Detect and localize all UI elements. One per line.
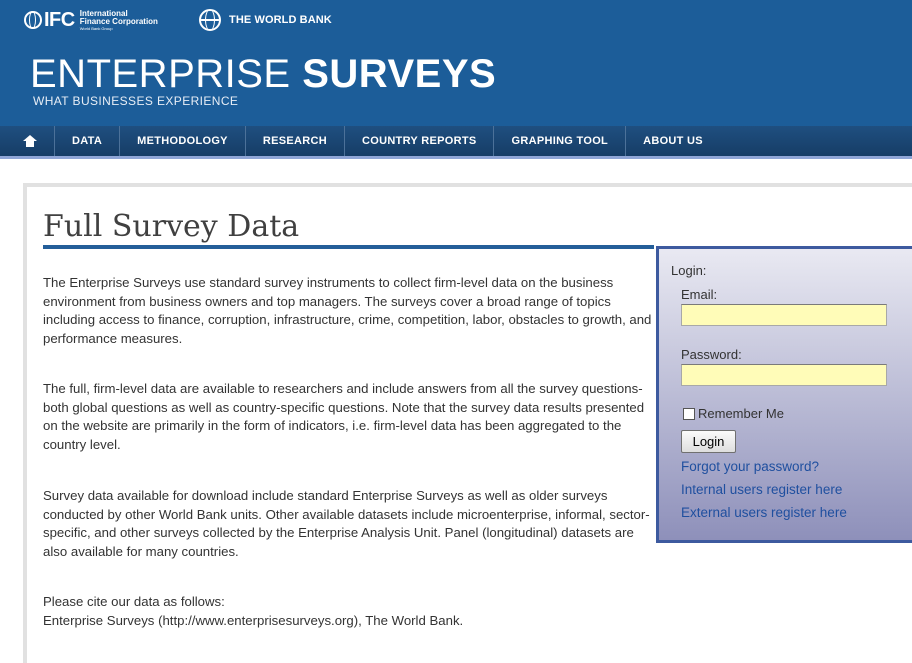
remember-me-checkbox[interactable] bbox=[683, 408, 695, 420]
paragraph-text: The full, firm-level data are available to researchers and include answers from all the survey questions- both global questions as well as country-specific questions. Note that the survey data results presented on the website are primarily in the form of indicators, i.e. firm-level data has been aggregated to the country level. bbox=[43, 381, 645, 452]
forgot-password-link[interactable]: Forgot your password? bbox=[681, 459, 820, 474]
firm-level-paragraph bbox=[43, 380, 655, 454]
nav-item-methodology[interactable]: METHODOLOGY bbox=[120, 126, 246, 156]
citation-paragraph bbox=[43, 593, 655, 630]
email-input[interactable] bbox=[681, 304, 887, 326]
ifc-logo-line3: World Bank Group bbox=[79, 25, 113, 31]
ifc-logo[interactable] bbox=[24, 9, 158, 31]
page-title: Full Survey Data bbox=[43, 209, 300, 244]
password-input[interactable] bbox=[681, 364, 887, 386]
paragraph-text: The Enterprise Surveys use standard survey instruments to collect firm-level data on the business environment from business owners and top managers. The surveys cover a broad range of topics including access to finance, corruption, infrastructure, crime, competition, labor, obstacles to growth, and performance measures. bbox=[43, 275, 652, 346]
login-button[interactable]: Login bbox=[681, 430, 736, 453]
site-header bbox=[0, 0, 912, 126]
citation-text: Enterprise Surveys (http://www.enterprisesurveys.org), The World Bank. bbox=[43, 612, 464, 628]
worldbank-logo-text: THE WORLD BANK bbox=[229, 14, 332, 26]
external-register-link[interactable]: External users register here bbox=[681, 505, 847, 520]
site-title[interactable] bbox=[30, 52, 496, 96]
nav-item-graphing-tool[interactable]: GRAPHING TOOL bbox=[494, 126, 626, 156]
home-icon bbox=[23, 135, 37, 147]
main-nav bbox=[0, 126, 912, 159]
title-divider bbox=[43, 245, 654, 249]
remember-me[interactable] bbox=[683, 406, 784, 421]
worldbank-globe-icon bbox=[199, 9, 221, 31]
nav-item-data[interactable]: DATA bbox=[55, 126, 120, 156]
nav-item-research[interactable]: RESEARCH bbox=[246, 126, 345, 156]
nav-item-about-us[interactable]: ABOUT US bbox=[643, 135, 703, 147]
site-tagline: WHAT BUSINESSES EXPERIENCE bbox=[33, 94, 239, 108]
password-label: Password: bbox=[681, 347, 742, 362]
email-label: Email: bbox=[681, 287, 718, 302]
nav-item-country-reports[interactable]: COUNTRY REPORTS bbox=[345, 126, 495, 156]
intro-paragraph bbox=[43, 274, 655, 348]
site-title-part2: SURVEYS bbox=[302, 52, 497, 96]
remember-me-label: Remember Me bbox=[698, 406, 784, 421]
site-title-part1: ENTERPRISE bbox=[30, 52, 291, 96]
ifc-logo-text bbox=[80, 10, 158, 31]
ifc-logo-line1: International bbox=[79, 8, 128, 18]
internal-register-link[interactable]: Internal users register here bbox=[681, 482, 843, 497]
nav-home[interactable] bbox=[0, 126, 55, 156]
login-heading: Login: bbox=[671, 263, 707, 278]
worldbank-logo[interactable] bbox=[199, 8, 332, 32]
login-panel bbox=[656, 246, 912, 543]
citation-intro: Please cite our data as follows: bbox=[43, 594, 225, 609]
datasets-paragraph bbox=[43, 487, 655, 561]
paragraph-text: Survey data available for download include standard Enterprise Surveys as well as older surveys conducted by other World Bank units. Other available datasets include microenterprise, informal, sector-specific, and other surveys collected by the Enterprise Analysis Unit. Panel (longitudinal) datasets are also available for many countries. bbox=[43, 488, 650, 559]
ifc-logo-line2: Finance Corporation bbox=[79, 16, 158, 26]
ifc-logo-mark: IFC bbox=[44, 9, 75, 31]
ifc-globe-icon bbox=[24, 11, 42, 29]
